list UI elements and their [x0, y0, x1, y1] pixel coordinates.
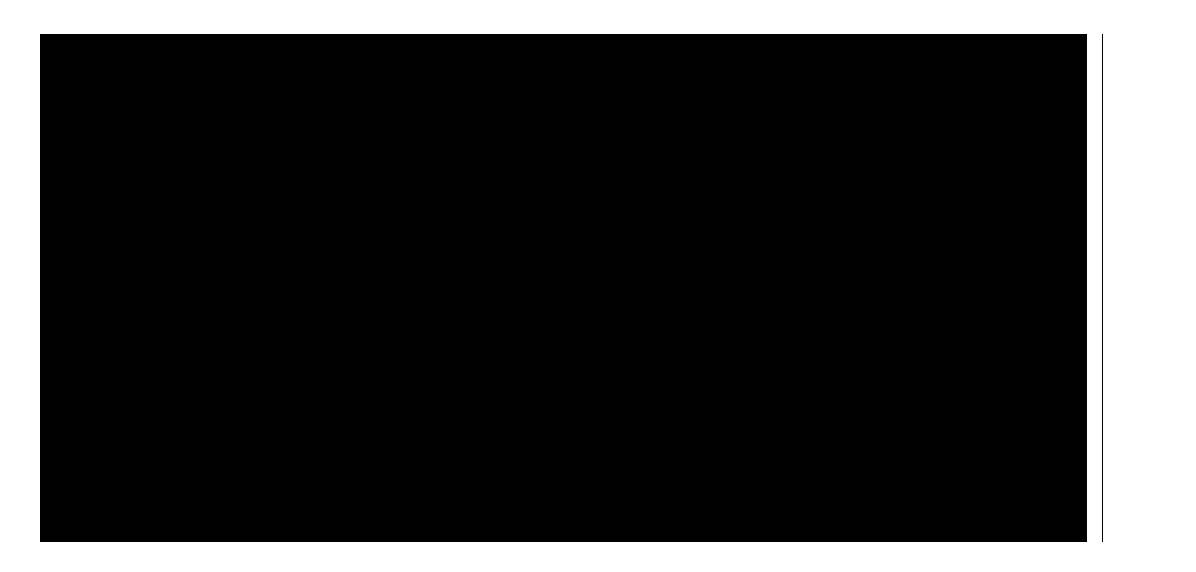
- x-axis: [40, 545, 1087, 567]
- y-axis: [0, 34, 35, 542]
- colorbar: [1107, 34, 1158, 542]
- heatmap-grid: [40, 34, 1087, 542]
- colorbar-frame-line: [1102, 34, 1103, 542]
